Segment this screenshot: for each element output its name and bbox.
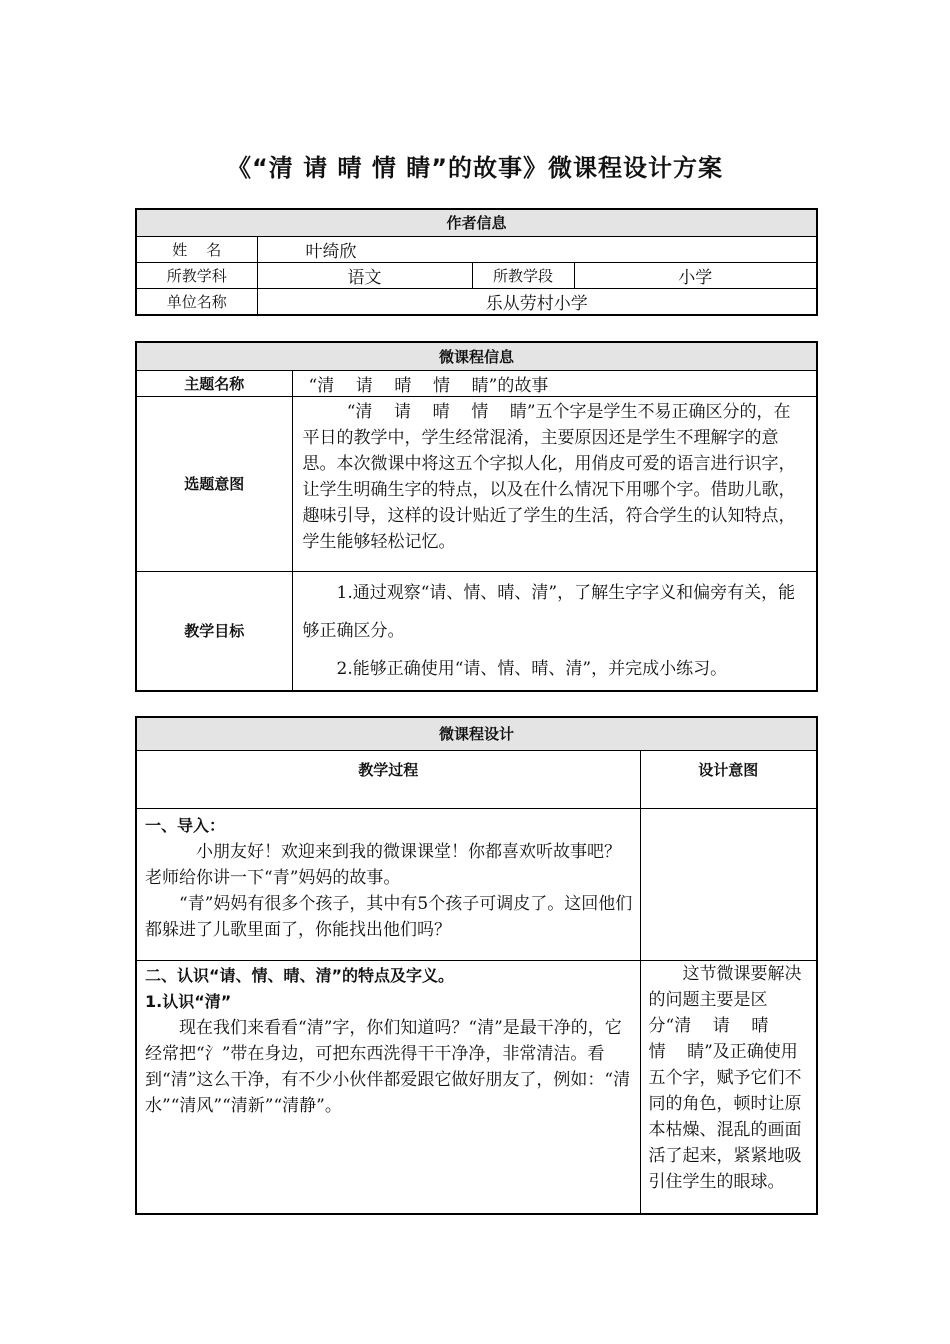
- course-info-header: 微课程信息: [136, 342, 817, 370]
- goal-cell: [292, 571, 817, 691]
- goal-1: 1.通过观察“请、情、晴、清”，了解生字字义和偏旁有关，能够正确区分。: [302, 582, 796, 641]
- unit-value: 乐从劳村小学: [257, 288, 817, 315]
- name-value: 叶绮欣: [257, 236, 817, 262]
- section-recognize-subtitle: 1.认识“清”: [145, 991, 232, 1011]
- stage-value: 小学: [574, 262, 817, 288]
- topic-label: 主题名称: [136, 370, 292, 396]
- page-title: 《“清 请 晴 情 睛”的故事》微课程设计方案: [227, 154, 723, 182]
- intent-text: “清 请 晴 情 睛”五个字是学生不易正确区分的，在平日的教学中，学生经常混淆，主要原因还是学生不理解字的意思。本次微课中将这五个字拟人化，用俏皮可爱的语言进行识字，让学生明确生字的特点，以及在什么情况下用哪个字。借助儿歌，趣味引导，这样的设计贴近了学生的生活，符合学生的认知特点，学生能够轻松记忆。: [302, 401, 796, 552]
- course-design-table: [135, 716, 818, 1215]
- course-info-table: [135, 341, 818, 692]
- topic-value: “清 请 晴 情 睛”的故事: [292, 370, 817, 396]
- section-intro-cell: [136, 808, 640, 960]
- section-recognize-para: 现在我们来看看“清”字，你们知道吗？“清”是最干净的，它经常把“氵”带在身边，可把东西洗得干干净净，非常清洁。看到“清”这么干净，有不少小伙伴都爱跟它做好朋友了，例如：“清水”“清风”“清新”“清静”。: [145, 1017, 631, 1116]
- intent-column-header: 设计意图: [640, 750, 817, 808]
- process-column-header: 教学过程: [136, 750, 640, 808]
- section-intro-intent: [640, 808, 817, 960]
- intent-cell: [292, 396, 817, 571]
- section-intro-para-1: 小朋友好！欢迎来到我的微课课堂！你都喜欢听故事吧？老师给你讲一下“青”妈妈的故事。: [145, 841, 621, 888]
- subject-value: 语文: [257, 262, 472, 288]
- name-label: 姓 名: [136, 236, 257, 262]
- section-recognize-intent: [640, 960, 817, 1214]
- subject-label: 所教学科: [136, 262, 257, 288]
- author-info-header: 作者信息: [136, 209, 817, 236]
- unit-label: 单位名称: [136, 288, 257, 315]
- goal-2: 2.能够正确使用“请、情、晴、清”，并完成小练习。: [336, 658, 728, 679]
- stage-label: 所教学段: [472, 262, 574, 288]
- section-recognize-cell: [136, 960, 640, 1214]
- section-intro-para-2: “青”妈妈有很多个孩子，其中有5个孩子可调皮了。这回他们都躲进了儿歌里面了，你能找出他们吗？: [145, 893, 633, 940]
- section-recognize-title: 二、认识“请、情、晴、清”的特点及字义。: [145, 965, 455, 985]
- intent-label: 选题意图: [136, 396, 292, 571]
- section-intro-title: 一、导入：: [145, 815, 226, 835]
- course-design-header: 微课程设计: [136, 717, 817, 750]
- goal-label: 教学目标: [136, 571, 292, 691]
- section-recognize-intent-text: 这节微课要解决的问题主要是区分“清 请 晴 情 睛”及正确使用五个字，赋予它们不同的角色，顿时让原本枯燥、混乱的画面活了起来，紧紧地吸引住学生的眼球。: [648, 963, 802, 1192]
- author-info-table: [135, 208, 818, 316]
